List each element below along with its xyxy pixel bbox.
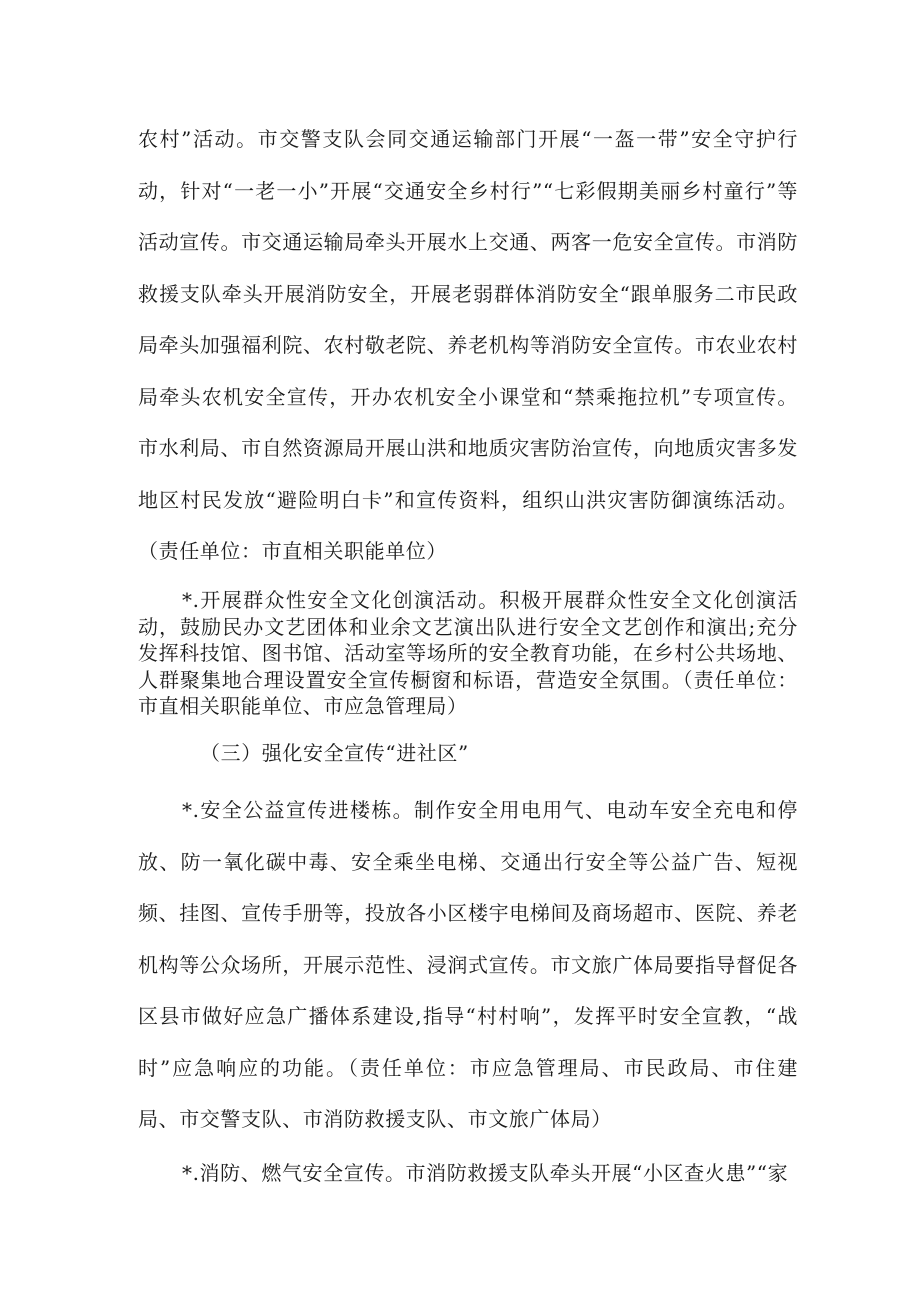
paragraph-safety-culture-performances: *.开展群众性安全文化创演活动。积极开展群众性安全文化创演活动，鼓励民办文艺团体和业余文艺演出队进行安全文艺创作和演出;充分发挥科技馆、图书馆、活动室等场所的安全教育功能，在乡村公共场地、人群聚集地合理设置安全宣传橱窗和标语，营造安全氛围。（责任单位：市直相关职能单位、市应急管理局） bbox=[138, 588, 798, 718]
paragraph-public-welfare-publicity: *.安全公益宣传进楼栋。制作安全用电用气、电动车安全充电和停放、防一氧化碳中毒、安全乘坐电梯、交通出行安全等公益广告、短视频、挂图、宣传手册等，投放各小区楼宇电梯间及商场超市、医院、养老机构等公众场所，开展示范性、浸润式宣传。市文旅广体局要指导督促各区县市做好应急广播体系建设,指导“村村响”，发挥平时安全宣教，“战时”应急响应的功能。（责任单位：市应急管理局、市民政局、市住建局、市交警支队、市消防救援支队、市文旅广体局） bbox=[138, 798, 798, 1131]
paragraph-traffic-and-fire-publicity: 农村”活动。市交警支队会同交通运输部门开展“一盔一带”安全守护行动，针对“一老一小”开展“交通安全乡村行”“七彩假期美丽乡村童行”等活动宣传。市交通运输局牵头开展水上交通、两客一危安全宣传。市消防救援支队牵头开展消防安全，开展老弱群体消防安全“跟单服务二市民政局牵头加强福利院、农村敬老院、养老机构等消防安全宣传。市农业农村局牵头农机安全宣传，开办农机安全小课堂和“禁乘拖拉机”专项宣传。市水利局、市自然资源局开展山洪和地质灾害防治宣传，向地质灾害多发地区村民发放“避险明白卡”和宣传资料，组织山洪灾害防御演练活动。（责任单位：市直相关职能单位） bbox=[138, 127, 798, 563]
paragraph-fire-gas-publicity: *.消防、燃气安全宣传。市消防救援支队牵头开展“小区查火患”“家 bbox=[182, 1161, 789, 1185]
section-heading-community: （三）强化安全宣传“进社区” bbox=[200, 741, 469, 765]
